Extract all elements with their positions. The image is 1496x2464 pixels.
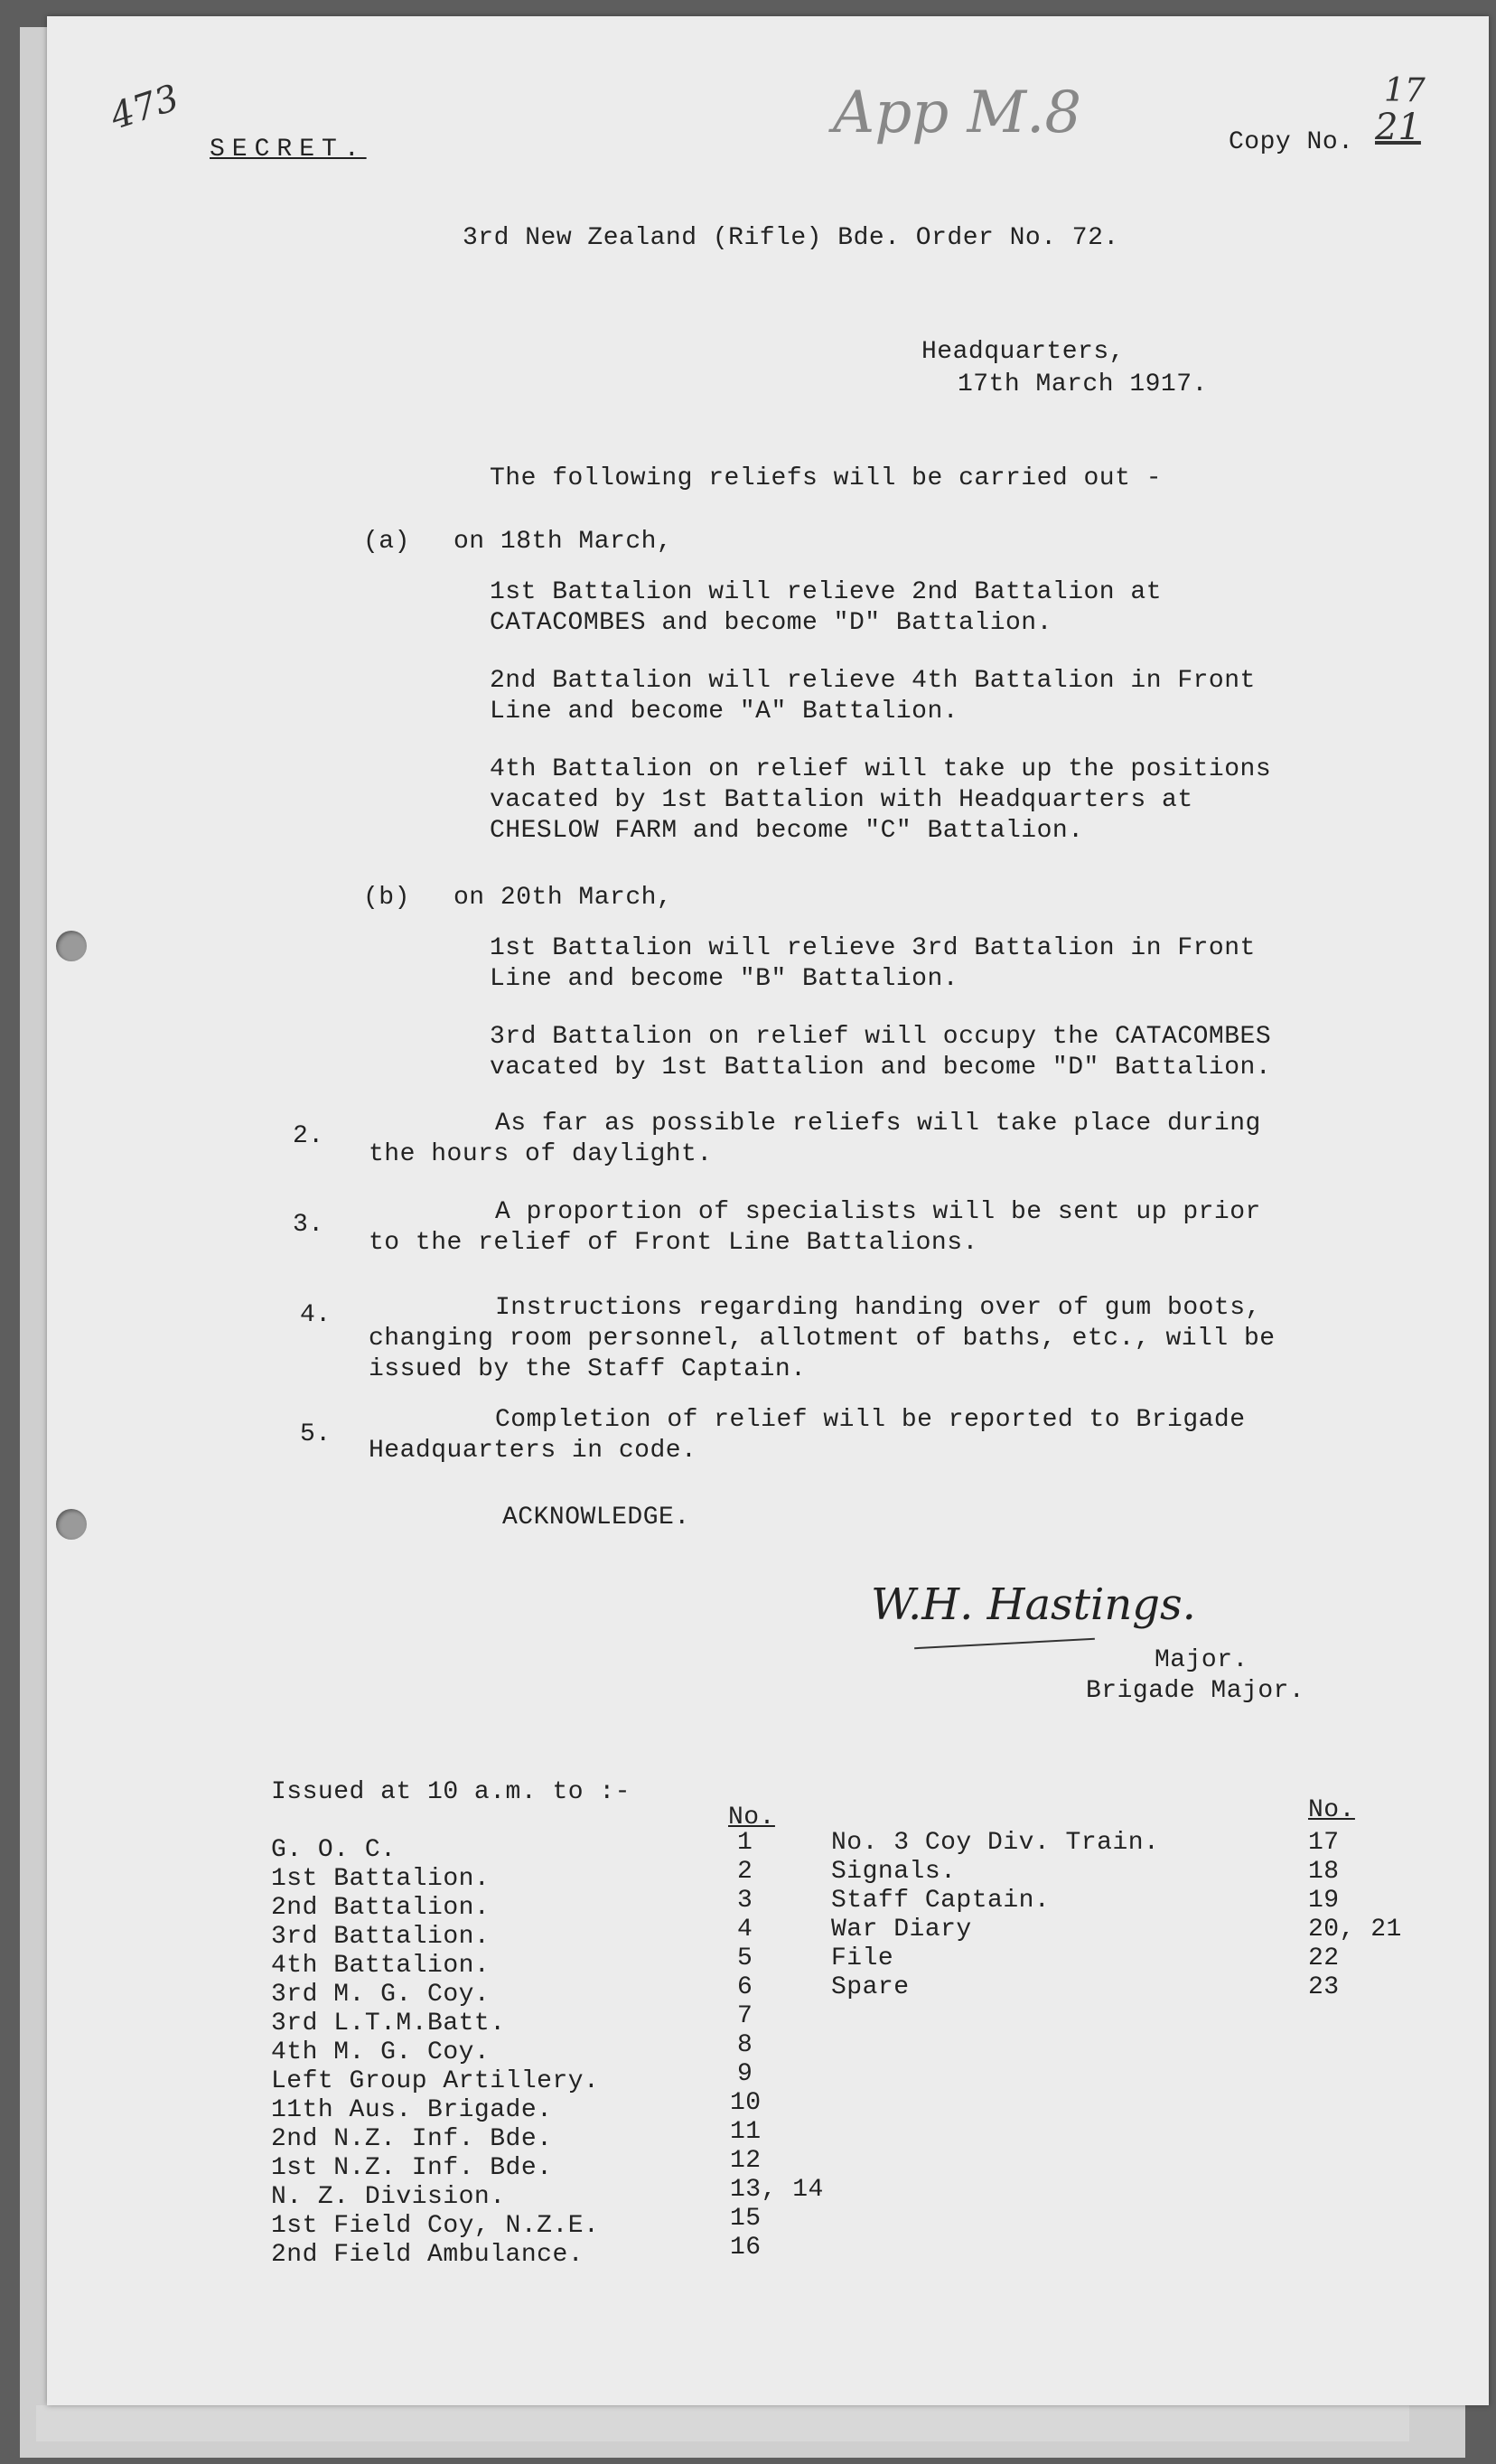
punch-hole-lower [56, 1509, 87, 1540]
dist-left-name: 4th M. G. Coy. [271, 2038, 491, 2066]
para-2-line1: As far as possible reliefs will take place during [495, 1110, 1261, 1138]
dist-left-name: G. O. C. [271, 1836, 397, 1864]
dist-left-no: 3 [737, 1887, 753, 1915]
section-a-label: (a) [363, 528, 410, 556]
no-header-left: No. [728, 1803, 775, 1832]
appendix-mark: App M.8 [833, 80, 1082, 146]
para-3-line1: A proportion of specialists will be sent up prior [495, 1198, 1261, 1226]
section-a-para2-line2: Line and become "A" Battalion. [490, 698, 959, 726]
signature-title: Brigade Major. [1086, 1677, 1305, 1705]
para-2-number: 2. [293, 1122, 324, 1150]
dist-left-no: 12 [730, 2147, 762, 2175]
acknowledge: ACKNOWLEDGE. [502, 1504, 690, 1532]
copy-number-bottom: 21 [1375, 107, 1421, 148]
para-5-line1: Completion of relief will be reported to Brigade [495, 1406, 1246, 1434]
issued-line: Issued at 10 a.m. to :- [271, 1778, 631, 1806]
dist-left-name: 2nd Battalion. [271, 1894, 491, 1922]
ref-number: 473 [105, 77, 184, 138]
document-page [47, 16, 1489, 2405]
para-5-number: 5. [300, 1420, 332, 1448]
copy-label: Copy No. [1229, 128, 1354, 156]
dist-left-no: 6 [737, 1973, 753, 2001]
dist-right-no: 18 [1308, 1858, 1340, 1886]
dist-left-no: 4 [737, 1916, 753, 1944]
section-b-para2-line2: vacated by 1st Battalion and become "D" Battalion. [490, 1054, 1272, 1082]
dist-left-no: 9 [737, 2060, 753, 2088]
dist-right-name: File [831, 1944, 894, 1972]
order-title: 3rd New Zealand (Rifle) Bde. Order No. 72. [463, 224, 1119, 252]
para-2-line2: the hours of daylight. [369, 1140, 713, 1168]
signature: W.H. Hastings. [871, 1579, 1196, 1630]
dist-left-name: 2nd Field Ambulance. [271, 2241, 584, 2269]
hq-line-1: Headquarters, [921, 338, 1125, 366]
dist-right-no: 17 [1308, 1829, 1340, 1857]
section-b-para1-line2: Line and become "B" Battalion. [490, 965, 959, 993]
para-4-line1: Instructions regarding handing over of gum boots, [495, 1294, 1261, 1322]
dist-right-no: 19 [1308, 1887, 1340, 1915]
para-4-line2: changing room personnel, allotment of baths, etc., will be [369, 1325, 1276, 1353]
section-b-para2-line1: 3rd Battalion on relief will occupy the CATACOMBES [490, 1023, 1272, 1051]
dist-left-no: 16 [730, 2234, 762, 2262]
bottom-sheet-edge [36, 2405, 1409, 2441]
dist-left-name: 2nd N.Z. Inf. Bde. [271, 2125, 553, 2153]
dist-right-name: Spare [831, 1973, 910, 2001]
dist-left-name: 11th Aus. Brigade. [271, 2096, 553, 2124]
dist-left-no: 11 [730, 2118, 762, 2146]
dist-left-no: 5 [737, 1944, 753, 1972]
dist-left-name: N. Z. Division. [271, 2183, 506, 2211]
hq-line-2: 17th March 1917. [958, 370, 1208, 398]
signature-underline [914, 1638, 1095, 1649]
para-4-line3: issued by the Staff Captain. [369, 1355, 807, 1383]
copy-number-top: 17 [1384, 72, 1426, 109]
dist-left-name: 1st Field Coy, N.Z.E. [271, 2212, 600, 2240]
dist-left-name: 3rd Battalion. [271, 1923, 491, 1951]
dist-left-no: 15 [730, 2205, 762, 2233]
dist-left-name: 3rd L.T.M.Batt. [271, 2010, 506, 2038]
intro-text: The following reliefs will be carried out - [490, 464, 1163, 492]
dist-left-no: 10 [730, 2089, 762, 2117]
section-a-para1-line1: 1st Battalion will relieve 2nd Battalion at [490, 578, 1163, 606]
signature-rank: Major. [1155, 1646, 1248, 1674]
dist-right-name: No. 3 Coy Div. Train. [831, 1829, 1160, 1857]
dist-right-name: Staff Captain. [831, 1887, 1051, 1915]
dist-right-name: Signals. [831, 1858, 957, 1886]
para-3-line2: to the relief of Front Line Battalions. [369, 1229, 978, 1257]
section-a-para1-line2: CATACOMBES and become "D" Battalion. [490, 609, 1052, 637]
classification: SECRET. [210, 136, 367, 164]
dist-left-name: 1st Battalion. [271, 1865, 491, 1893]
para-4-number: 4. [300, 1301, 332, 1329]
section-a-para3-line3: CHESLOW FARM and become "C" Battalion. [490, 817, 1084, 845]
dist-right-no: 22 [1308, 1944, 1340, 1972]
dist-left-no: 8 [737, 2031, 753, 2059]
dist-right-no: 23 [1308, 1973, 1340, 2001]
section-b-date: on 20th March, [453, 884, 673, 912]
section-a-para3-line1: 4th Battalion on relief will take up the positions [490, 755, 1272, 783]
dist-left-no: 7 [737, 2002, 753, 2030]
section-b-label: (b) [363, 884, 410, 912]
dist-left-name: 3rd M. G. Coy. [271, 1981, 491, 2009]
dist-left-name: Left Group Artillery. [271, 2067, 600, 2095]
para-3-number: 3. [293, 1211, 324, 1239]
dist-left-name: 4th Battalion. [271, 1952, 491, 1980]
dist-right-no: 20, 21 [1308, 1916, 1402, 1944]
dist-left-name: 1st N.Z. Inf. Bde. [271, 2154, 553, 2182]
section-a-para3-line2: vacated by 1st Battalion with Headquarters at [490, 786, 1193, 814]
punch-hole-upper [56, 931, 87, 961]
section-b-para1-line1: 1st Battalion will relieve 3rd Battalion in Front [490, 934, 1256, 962]
dist-left-no: 2 [737, 1858, 753, 1886]
dist-right-name: War Diary [831, 1916, 972, 1944]
dist-left-no: 1 [737, 1829, 753, 1857]
section-a-para2-line1: 2nd Battalion will relieve 4th Battalion in Front [490, 667, 1256, 695]
no-header-right: No. [1308, 1796, 1355, 1824]
section-a-date: on 18th March, [453, 528, 673, 556]
dist-left-no: 13, 14 [730, 2176, 824, 2204]
para-5-line2: Headquarters in code. [369, 1437, 697, 1465]
